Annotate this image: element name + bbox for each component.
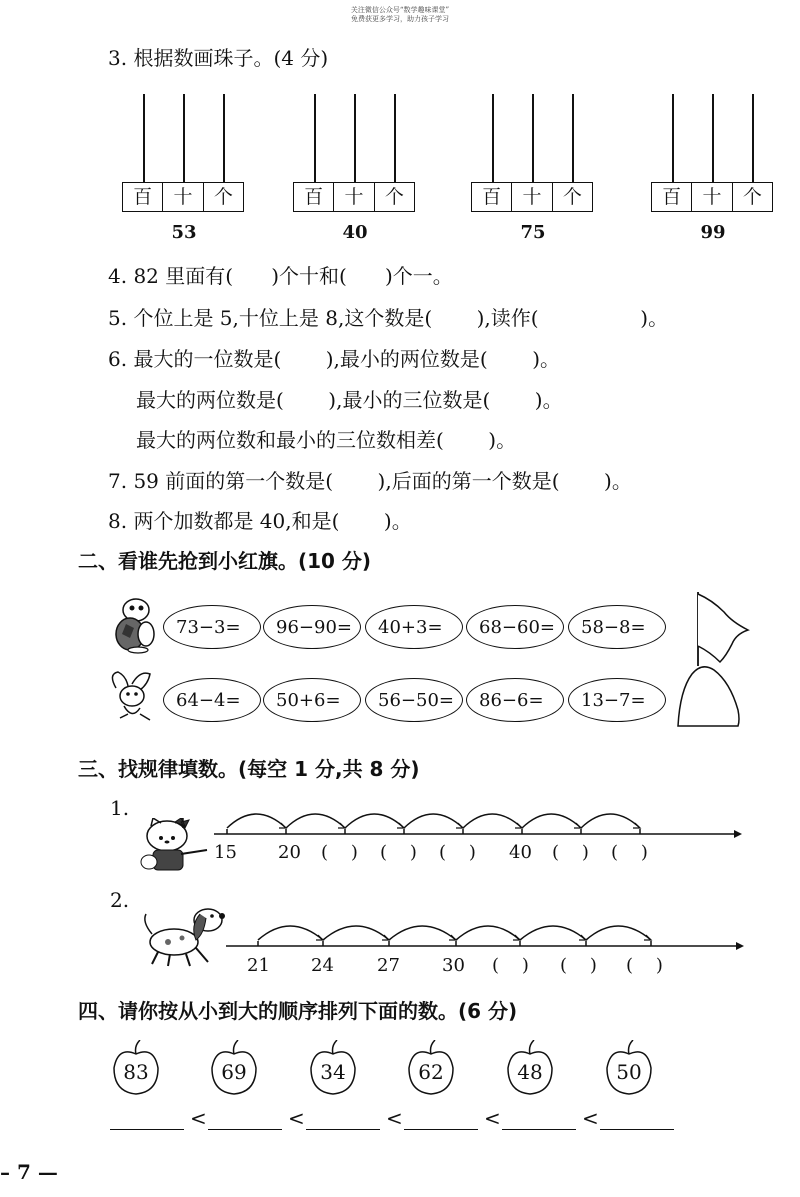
pattern2-blank: ( ) [626, 955, 663, 976]
answer-blank[interactable] [404, 1127, 478, 1130]
apple-number: 48 [517, 1060, 543, 1084]
answer-blank[interactable] [306, 1127, 380, 1130]
q6-line2: 最大的两位数是( ),最小的三位数是( )。 [136, 388, 563, 412]
pattern1-blank: ( ) [321, 842, 358, 863]
q7: 7. 59 前面的第一个数是( ),后面的第一个数是( )。 [108, 469, 632, 493]
place-label-ones: 个 [213, 186, 233, 208]
place-label-tens: 十 [163, 183, 203, 211]
apple-number: 69 [221, 1060, 247, 1084]
pattern2-value: 24 [311, 955, 334, 976]
place-label-hundreds: 百 [652, 183, 692, 211]
equation-bubble: 68−60= [466, 605, 564, 649]
bunny-icon [106, 668, 160, 726]
apple-icon [506, 1040, 554, 1096]
pattern2-label: 2. [110, 888, 130, 912]
place-label-hundreds: 百 [123, 183, 163, 211]
apple-number: 83 [123, 1060, 149, 1084]
abacus-number: 99 [700, 222, 726, 243]
place-label-hundreds: 百 [294, 183, 334, 211]
equation-bubble: 50+6= [263, 678, 361, 722]
abacus-number: 53 [171, 222, 197, 243]
less-than-sign: < [484, 1106, 501, 1130]
abacus-4 [651, 94, 773, 244]
less-than-sign: < [288, 1106, 305, 1130]
pattern1-value: 40 [509, 842, 532, 863]
pattern1-value: 15 [214, 842, 237, 863]
place-label-ones: 个 [742, 186, 762, 208]
q6-line1: 6. 最大的一位数是( ),最小的两位数是( )。 [108, 347, 561, 371]
apple-icon [112, 1040, 160, 1096]
equation-bubble: 73−3= [163, 605, 261, 649]
q8: 8. 两个加数都是 40,和是( )。 [108, 509, 412, 533]
pattern2-value: 30 [442, 955, 465, 976]
less-than-sign: < [190, 1106, 207, 1130]
header-note-1: 关注微信公众号“数学趣味课堂” [350, 6, 450, 14]
answer-blank[interactable] [208, 1127, 282, 1130]
place-label-tens: 十 [512, 183, 552, 211]
pattern2-value: 27 [377, 955, 400, 976]
number-line-1 [210, 798, 750, 838]
turtle-icon [112, 594, 158, 654]
hello-kitty-icon [133, 818, 209, 872]
number-line-2 [220, 910, 750, 950]
page-number: – 7 — [0, 1160, 58, 1184]
pattern1-blank: ( ) [439, 842, 476, 863]
equation-bubble: 13−7= [568, 678, 666, 722]
apple-icon [407, 1040, 455, 1096]
place-label-tens: 十 [692, 183, 732, 211]
pattern1-blank: ( ) [611, 842, 648, 863]
apple-number: 34 [320, 1060, 346, 1084]
section3-title: 三、找规律填数。(每空 1 分,共 8 分) [78, 757, 420, 781]
equation-bubble: 58−8= [568, 605, 666, 649]
place-label-tens: 十 [334, 183, 374, 211]
section4-title: 四、请你按从小到大的顺序排列下面的数。(6 分) [78, 999, 518, 1023]
equation-bubble: 86−6= [466, 678, 564, 722]
abacus-1 [122, 94, 244, 244]
q4: 4. 82 里面有( )个十和( )个一。 [108, 264, 453, 288]
less-than-sign: < [386, 1106, 403, 1130]
less-than-sign: < [582, 1106, 599, 1130]
abacus-3 [471, 94, 593, 244]
abacus-2 [293, 94, 415, 244]
equation-bubble: 64−4= [163, 678, 261, 722]
abacus-number: 75 [520, 222, 546, 243]
q6-line3: 最大的两位数和最小的三位数相差( )。 [136, 428, 517, 452]
apple-icon [210, 1040, 258, 1096]
pattern2-value: 21 [247, 955, 270, 976]
apple-icon [605, 1040, 653, 1096]
section2-title: 二、看谁先抢到小红旗。(10 分) [78, 549, 372, 573]
pattern1-blank: ( ) [380, 842, 417, 863]
equation-bubble: 56−50= [365, 678, 463, 722]
answer-blank[interactable] [600, 1127, 674, 1130]
answer-blank[interactable] [110, 1127, 184, 1130]
place-label-hundreds: 百 [472, 183, 512, 211]
apple-number: 62 [418, 1060, 444, 1084]
flag-icon [672, 590, 772, 730]
pattern2-blank: ( ) [560, 955, 597, 976]
header-note-2: 免费获更多学习，助力孩子学习 [351, 15, 449, 23]
answer-blank[interactable] [502, 1127, 576, 1130]
pattern1-label: 1. [110, 796, 130, 820]
place-label-ones: 个 [384, 186, 404, 208]
equation-bubble: 40+3= [365, 605, 463, 649]
pattern1-value: 20 [278, 842, 301, 863]
q5: 5. 个位上是 5,十位上是 8,这个数是( ),读作( )。 [108, 306, 669, 330]
q3-title: 3. 根据数画珠子。(4 分) [108, 46, 329, 70]
apple-icon [309, 1040, 357, 1096]
apple-number: 50 [616, 1060, 642, 1084]
pattern1-blank: ( ) [552, 842, 589, 863]
abacus-number: 40 [342, 222, 368, 243]
equation-bubble: 96−90= [263, 605, 361, 649]
pattern2-blank: ( ) [492, 955, 529, 976]
place-label-ones: 个 [562, 186, 582, 208]
